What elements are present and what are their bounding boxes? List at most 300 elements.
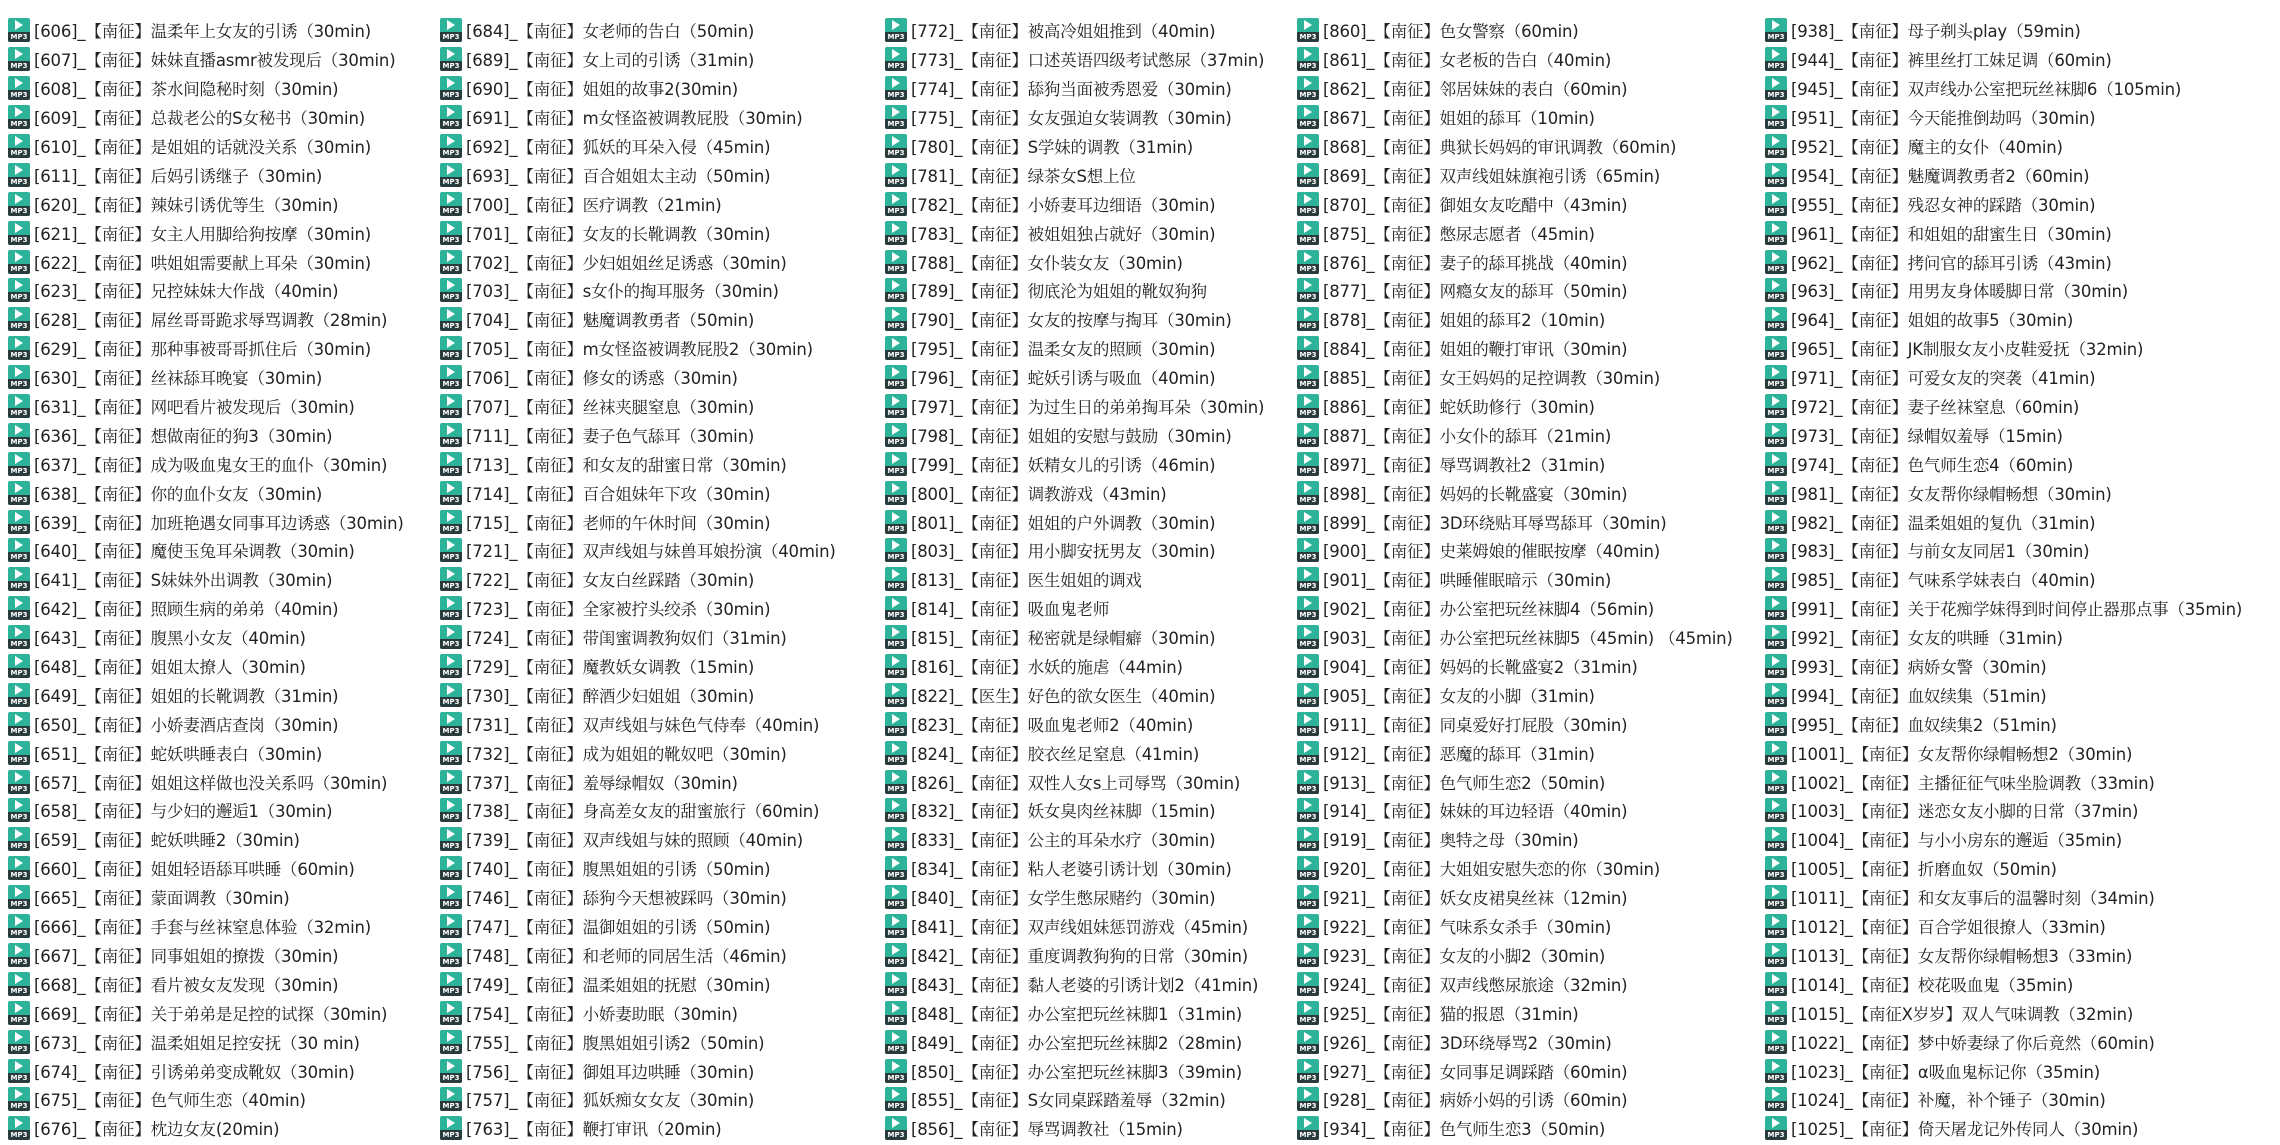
file-name: [1025]_【南征】倚天屠龙记外传同人（30min)	[1791, 1120, 2139, 1140]
file-item[interactable]	[8, 680, 404, 709]
file-item[interactable]	[885, 160, 1264, 189]
file-item[interactable]	[1765, 449, 2242, 478]
file-item[interactable]	[1297, 912, 1733, 941]
play-icon	[447, 107, 455, 117]
file-name: [621]_【南征】女主人用脚给狗按摩（30min)	[34, 224, 371, 244]
file-item[interactable]	[1765, 565, 2242, 594]
file-item[interactable]	[885, 1085, 1264, 1114]
mp3-label: MP3	[8, 1130, 30, 1140]
file-item[interactable]	[1765, 652, 2242, 681]
play-icon	[15, 887, 23, 897]
mp3-label: MP3	[1297, 784, 1319, 794]
file-item[interactable]	[1297, 189, 1733, 218]
play-icon	[15, 78, 23, 88]
file-name: [657]_【南征】姐姐这样做也没关系吗（30min)	[34, 773, 388, 793]
play-icon	[1772, 1061, 1780, 1071]
file-item[interactable]	[8, 709, 404, 738]
file-item[interactable]	[8, 363, 404, 392]
file-item[interactable]	[440, 623, 836, 652]
file-item[interactable]	[1297, 103, 1733, 132]
file-item[interactable]	[885, 680, 1264, 709]
file-item[interactable]	[885, 767, 1264, 796]
mp3-file-icon	[1297, 1030, 1319, 1054]
file-item[interactable]	[1765, 1027, 2242, 1056]
file-item[interactable]	[1765, 218, 2242, 247]
file-item[interactable]	[8, 449, 404, 478]
file-item[interactable]	[440, 449, 836, 478]
play-icon	[15, 974, 23, 984]
file-item[interactable]	[1765, 594, 2242, 623]
file-item[interactable]	[1297, 941, 1733, 970]
file-item[interactable]	[1765, 536, 2242, 565]
file-item[interactable]	[440, 680, 836, 709]
file-item[interactable]	[1297, 738, 1733, 767]
file-name: [755]_【南征】腹黑姐姐引诱2（50min)	[466, 1033, 765, 1053]
file-item[interactable]	[440, 276, 836, 305]
file-name: [789]_【南征】彻底沦为姐姐的靴奴狗狗	[911, 282, 1207, 302]
file-item[interactable]	[885, 132, 1264, 161]
file-name: [730]_【南征】醉酒少妇姐姐（30min)	[466, 686, 755, 706]
file-item[interactable]	[440, 392, 836, 421]
play-icon	[1304, 858, 1312, 868]
file-item[interactable]	[8, 16, 404, 45]
file-item[interactable]	[1297, 825, 1733, 854]
file-item[interactable]	[8, 247, 404, 276]
file-name: [692]_【南征】狐妖的耳朵入侵（45min)	[466, 138, 771, 157]
file-item[interactable]	[8, 565, 404, 594]
file-item[interactable]	[1765, 363, 2242, 392]
file-item[interactable]	[440, 738, 836, 767]
file-item[interactable]	[8, 594, 404, 623]
file-column	[440, 16, 836, 1143]
mp3-label: MP3	[440, 264, 462, 274]
file-item[interactable]	[1765, 883, 2242, 912]
file-item[interactable]	[885, 912, 1264, 941]
file-item[interactable]	[1297, 883, 1733, 912]
mp3-file-icon	[440, 336, 462, 360]
file-item[interactable]	[1765, 1114, 2242, 1143]
file-item[interactable]	[885, 594, 1264, 623]
file-item[interactable]	[1765, 507, 2242, 536]
file-item[interactable]	[440, 998, 836, 1027]
play-icon	[1772, 49, 1780, 59]
play-icon	[447, 598, 455, 608]
file-item[interactable]	[440, 825, 836, 854]
file-name: [723]_【南征】全家被拧头绞杀（30min)	[466, 600, 771, 620]
file-item[interactable]	[1765, 969, 2242, 998]
file-item[interactable]	[440, 363, 836, 392]
file-item[interactable]	[885, 478, 1264, 507]
file-item[interactable]	[1297, 507, 1733, 536]
file-item[interactable]	[885, 825, 1264, 854]
mp3-file-icon	[1765, 394, 1787, 418]
play-icon	[1304, 829, 1312, 839]
mp3-label: MP3	[1297, 899, 1319, 909]
file-item[interactable]	[8, 941, 404, 970]
file-item[interactable]	[885, 218, 1264, 247]
mp3-label: MP3	[1765, 495, 1787, 505]
file-item[interactable]	[885, 334, 1264, 363]
file-name: [914]_【南征】妹妹的耳边轻语（40min)	[1323, 802, 1628, 822]
file-item[interactable]	[440, 478, 836, 507]
file-item[interactable]	[8, 854, 404, 883]
file-item[interactable]	[1297, 305, 1733, 334]
file-item[interactable]	[1297, 392, 1733, 421]
file-item[interactable]	[1297, 1114, 1733, 1143]
file-item[interactable]	[1297, 709, 1733, 738]
file-item[interactable]	[885, 103, 1264, 132]
file-name: [899]_【南征】3D环绕贴耳辱骂舔耳（30min)	[1323, 513, 1667, 533]
file-item[interactable]	[440, 709, 836, 738]
mp3-label: MP3	[8, 292, 30, 302]
file-item[interactable]	[885, 998, 1264, 1027]
file-item[interactable]	[440, 1056, 836, 1085]
file-item[interactable]	[1297, 565, 1733, 594]
file-item[interactable]	[440, 1085, 836, 1114]
play-icon	[1304, 1003, 1312, 1013]
file-item[interactable]	[440, 1027, 836, 1056]
file-item[interactable]	[440, 305, 836, 334]
play-icon	[447, 78, 455, 88]
file-item[interactable]	[1765, 189, 2242, 218]
mp3-label: MP3	[440, 61, 462, 71]
file-item[interactable]	[1765, 74, 2242, 103]
file-item[interactable]	[1297, 1085, 1733, 1114]
file-item[interactable]	[440, 189, 836, 218]
mp3-file-icon	[885, 510, 907, 534]
file-item[interactable]	[8, 132, 404, 161]
file-item[interactable]	[1297, 652, 1733, 681]
file-item[interactable]	[8, 189, 404, 218]
file-name: [659]_【南征】蛇妖哄睡2（30min)	[34, 831, 300, 851]
mp3-file-icon	[1297, 538, 1319, 562]
mp3-file-icon	[885, 76, 907, 100]
file-item[interactable]	[1297, 420, 1733, 449]
file-item[interactable]	[885, 652, 1264, 681]
play-icon	[1304, 252, 1312, 262]
file-item[interactable]	[1765, 420, 2242, 449]
file-item[interactable]	[1297, 998, 1733, 1027]
file-item[interactable]	[8, 652, 404, 681]
mp3-file-icon	[8, 943, 30, 967]
file-item[interactable]	[1297, 969, 1733, 998]
file-item[interactable]	[1765, 132, 2242, 161]
mp3-file-icon	[1765, 192, 1787, 216]
file-item[interactable]	[885, 189, 1264, 218]
file-item[interactable]	[440, 132, 836, 161]
file-item[interactable]	[440, 594, 836, 623]
mp3-label: MP3	[8, 1073, 30, 1083]
file-name: [927]_【南征】女同事足调踩踏（60min)	[1323, 1062, 1628, 1082]
play-icon	[1304, 483, 1312, 493]
play-icon	[892, 800, 900, 810]
file-item[interactable]	[440, 536, 836, 565]
play-icon	[1304, 512, 1312, 522]
file-item[interactable]	[1765, 1085, 2242, 1114]
mp3-label: MP3	[8, 350, 30, 360]
file-item[interactable]	[440, 854, 836, 883]
file-item[interactable]	[1297, 536, 1733, 565]
file-item[interactable]	[440, 652, 836, 681]
file-item[interactable]	[440, 796, 836, 825]
file-name: [637]_【南征】成为吸血鬼女王的血仆（30min)	[34, 455, 388, 475]
file-name: [740]_【南征】腹黑姐姐的引诱（50min)	[466, 860, 771, 880]
file-item[interactable]	[1765, 709, 2242, 738]
mp3-file-icon	[1297, 972, 1319, 996]
file-item[interactable]	[440, 941, 836, 970]
file-name: [1002]_【南征】主播征征气味坐脸调教（33min)	[1791, 773, 2155, 793]
file-item[interactable]	[1297, 132, 1733, 161]
mp3-file-icon	[440, 192, 462, 216]
file-item[interactable]	[1765, 998, 2242, 1027]
mp3-file-icon	[8, 47, 30, 71]
file-item[interactable]	[1297, 594, 1733, 623]
mp3-label: MP3	[8, 235, 30, 245]
file-item[interactable]	[440, 74, 836, 103]
play-icon	[1772, 425, 1780, 435]
file-item[interactable]	[440, 160, 836, 189]
file-item[interactable]	[885, 536, 1264, 565]
play-icon	[1772, 540, 1780, 550]
mp3-file-icon	[885, 741, 907, 765]
mp3-file-icon	[440, 481, 462, 505]
file-name: [898]_【南征】妈妈的长靴盛宴（30min)	[1323, 484, 1628, 504]
file-item[interactable]	[1297, 767, 1733, 796]
file-item[interactable]	[885, 883, 1264, 912]
file-name: [913]_【南征】色气师生恋2（50min)	[1323, 773, 1606, 793]
file-item[interactable]	[885, 305, 1264, 334]
file-item[interactable]	[8, 998, 404, 1027]
file-item[interactable]	[1765, 623, 2242, 652]
mp3-file-icon	[1765, 307, 1787, 331]
file-item[interactable]	[1765, 912, 2242, 941]
file-item[interactable]	[440, 334, 836, 363]
file-item[interactable]	[1765, 247, 2242, 276]
mp3-label: MP3	[885, 726, 907, 736]
mp3-label: MP3	[1765, 524, 1787, 534]
file-item[interactable]	[1765, 160, 2242, 189]
file-item[interactable]	[1765, 392, 2242, 421]
file-item[interactable]	[440, 247, 836, 276]
file-item[interactable]	[1297, 1056, 1733, 1085]
file-item[interactable]	[440, 565, 836, 594]
file-item[interactable]	[885, 738, 1264, 767]
mp3-file-icon	[885, 538, 907, 562]
mp3-label: MP3	[885, 119, 907, 129]
file-name: [648]_【南征】姐姐太撩人（30min)	[34, 658, 306, 678]
mp3-label: MP3	[440, 1044, 462, 1054]
file-item[interactable]	[885, 276, 1264, 305]
file-item[interactable]	[1765, 16, 2242, 45]
file-item[interactable]	[8, 392, 404, 421]
file-item[interactable]	[885, 1056, 1264, 1085]
file-item[interactable]	[1297, 854, 1733, 883]
file-name: [832]_【南征】妖女臭肉丝袜脚（15min)	[911, 802, 1216, 822]
file-item[interactable]	[885, 449, 1264, 478]
file-name: [715]_【南征】老师的午休时间（30min)	[466, 513, 771, 533]
file-item[interactable]	[885, 623, 1264, 652]
file-name: [934]_【南征】色气师生恋3（50min)	[1323, 1120, 1606, 1140]
play-icon	[892, 20, 900, 30]
mp3-file-icon	[1297, 134, 1319, 158]
file-item[interactable]	[885, 507, 1264, 536]
mp3-label: MP3	[8, 206, 30, 216]
mp3-label: MP3	[1297, 1044, 1319, 1054]
file-name: [773]_【南征】口述英语四级考试憋尿（37min)	[911, 51, 1265, 71]
file-name: [800]_【南征】调教游戏（43min)	[911, 484, 1167, 504]
file-item[interactable]	[885, 16, 1264, 45]
play-icon	[447, 685, 455, 695]
mp3-label: MP3	[1765, 1101, 1787, 1111]
file-item[interactable]	[440, 218, 836, 247]
mp3-label: MP3	[1765, 1015, 1787, 1025]
file-item[interactable]	[1765, 1056, 2242, 1085]
file-item[interactable]	[8, 276, 404, 305]
mp3-label: MP3	[1297, 119, 1319, 129]
file-item[interactable]	[440, 103, 836, 132]
file-item[interactable]	[8, 767, 404, 796]
file-item[interactable]	[1765, 796, 2242, 825]
play-icon	[1304, 945, 1312, 955]
file-item[interactable]	[8, 1114, 404, 1143]
file-item[interactable]	[885, 363, 1264, 392]
file-item[interactable]	[1765, 276, 2242, 305]
play-icon	[447, 887, 455, 897]
file-item[interactable]	[885, 1027, 1264, 1056]
file-item[interactable]	[885, 854, 1264, 883]
mp3-label: MP3	[1765, 755, 1787, 765]
file-item[interactable]	[1297, 334, 1733, 363]
file-item[interactable]	[885, 969, 1264, 998]
play-icon	[1772, 309, 1780, 319]
file-item[interactable]	[885, 392, 1264, 421]
mp3-label: MP3	[885, 61, 907, 71]
file-item[interactable]	[1297, 74, 1733, 103]
file-item[interactable]	[1297, 796, 1733, 825]
file-item[interactable]	[8, 1085, 404, 1114]
file-item[interactable]	[8, 883, 404, 912]
file-name: [877]_【南征】网瘾女友的舔耳（50min)	[1323, 282, 1628, 302]
file-item[interactable]	[8, 796, 404, 825]
file-item[interactable]	[1765, 767, 2242, 796]
mp3-label: MP3	[8, 639, 30, 649]
file-item[interactable]	[1765, 941, 2242, 970]
mp3-label: MP3	[885, 1101, 907, 1111]
file-item[interactable]	[440, 420, 836, 449]
mp3-file-icon	[1297, 105, 1319, 129]
play-icon	[447, 540, 455, 550]
file-item[interactable]	[8, 103, 404, 132]
file-item[interactable]	[1297, 449, 1733, 478]
file-item[interactable]	[8, 478, 404, 507]
file-item[interactable]	[440, 883, 836, 912]
file-item[interactable]	[885, 74, 1264, 103]
file-item[interactable]	[1765, 305, 2242, 334]
mp3-file-icon	[1297, 741, 1319, 765]
file-item[interactable]	[8, 45, 404, 74]
file-item[interactable]	[1765, 825, 2242, 854]
mp3-file-icon	[1297, 1059, 1319, 1083]
file-item[interactable]	[1297, 160, 1733, 189]
mp3-label: MP3	[440, 495, 462, 505]
file-item[interactable]	[8, 305, 404, 334]
file-item[interactable]	[8, 420, 404, 449]
file-item[interactable]	[8, 334, 404, 363]
mp3-file-icon	[1765, 423, 1787, 447]
file-item[interactable]	[1297, 218, 1733, 247]
file-item[interactable]	[885, 1114, 1264, 1143]
file-item[interactable]	[1765, 478, 2242, 507]
mp3-label: MP3	[885, 1044, 907, 1054]
mp3-label: MP3	[1765, 1073, 1787, 1083]
file-item[interactable]	[440, 912, 836, 941]
file-name: [961]_【南征】和姐姐的甜蜜生日（30min)	[1791, 224, 2112, 244]
file-item[interactable]	[8, 74, 404, 103]
file-item[interactable]	[1297, 16, 1733, 45]
file-item[interactable]	[1297, 45, 1733, 74]
mp3-file-icon	[440, 134, 462, 158]
file-item[interactable]	[885, 941, 1264, 970]
file-item[interactable]	[8, 912, 404, 941]
file-item[interactable]	[1297, 247, 1733, 276]
file-item[interactable]	[440, 767, 836, 796]
file-name: [974]_【南征】色气师生恋4（60min)	[1791, 455, 2074, 475]
file-item[interactable]	[8, 507, 404, 536]
mp3-file-icon	[440, 856, 462, 880]
file-item[interactable]	[8, 1056, 404, 1085]
file-name: [772]_【南征】被高冷姐姐推到（40min)	[911, 22, 1216, 42]
file-item[interactable]	[8, 218, 404, 247]
file-item[interactable]	[1765, 45, 2242, 74]
file-item[interactable]	[885, 565, 1264, 594]
file-item[interactable]	[8, 738, 404, 767]
file-item[interactable]	[8, 825, 404, 854]
file-item[interactable]	[885, 709, 1264, 738]
file-item[interactable]	[8, 160, 404, 189]
file-item[interactable]	[8, 536, 404, 565]
file-item[interactable]	[440, 16, 836, 45]
file-item[interactable]	[1765, 854, 2242, 883]
file-item[interactable]	[440, 45, 836, 74]
file-name: [1024]_【南征】补魔，补个锤子（30min)	[1791, 1091, 2106, 1111]
file-item[interactable]	[1765, 103, 2242, 132]
file-item[interactable]	[8, 623, 404, 652]
file-item[interactable]	[1297, 1027, 1733, 1056]
file-item[interactable]	[885, 45, 1264, 74]
file-name: [951]_【南征】今天能推倒劫吗（30min)	[1791, 109, 2096, 129]
file-item[interactable]	[1297, 276, 1733, 305]
mp3-file-icon	[8, 827, 30, 851]
file-item[interactable]	[1765, 680, 2242, 709]
file-item[interactable]	[885, 247, 1264, 276]
file-item[interactable]	[8, 1027, 404, 1056]
file-item[interactable]	[1765, 334, 2242, 363]
file-item[interactable]	[1297, 478, 1733, 507]
file-name: [739]_【南征】双声线姐与妹的照顾（40min)	[466, 831, 803, 851]
file-item[interactable]	[440, 1114, 836, 1143]
mp3-file-icon	[440, 18, 462, 42]
file-item[interactable]	[1297, 680, 1733, 709]
file-item[interactable]	[8, 969, 404, 998]
file-name: [919]_【南征】奥特之母（30min)	[1323, 831, 1579, 851]
file-item[interactable]	[1297, 623, 1733, 652]
file-item[interactable]	[1297, 363, 1733, 392]
file-item[interactable]	[440, 969, 836, 998]
file-item[interactable]	[885, 796, 1264, 825]
file-item[interactable]	[440, 507, 836, 536]
file-item[interactable]	[1765, 738, 2242, 767]
file-item[interactable]	[885, 420, 1264, 449]
